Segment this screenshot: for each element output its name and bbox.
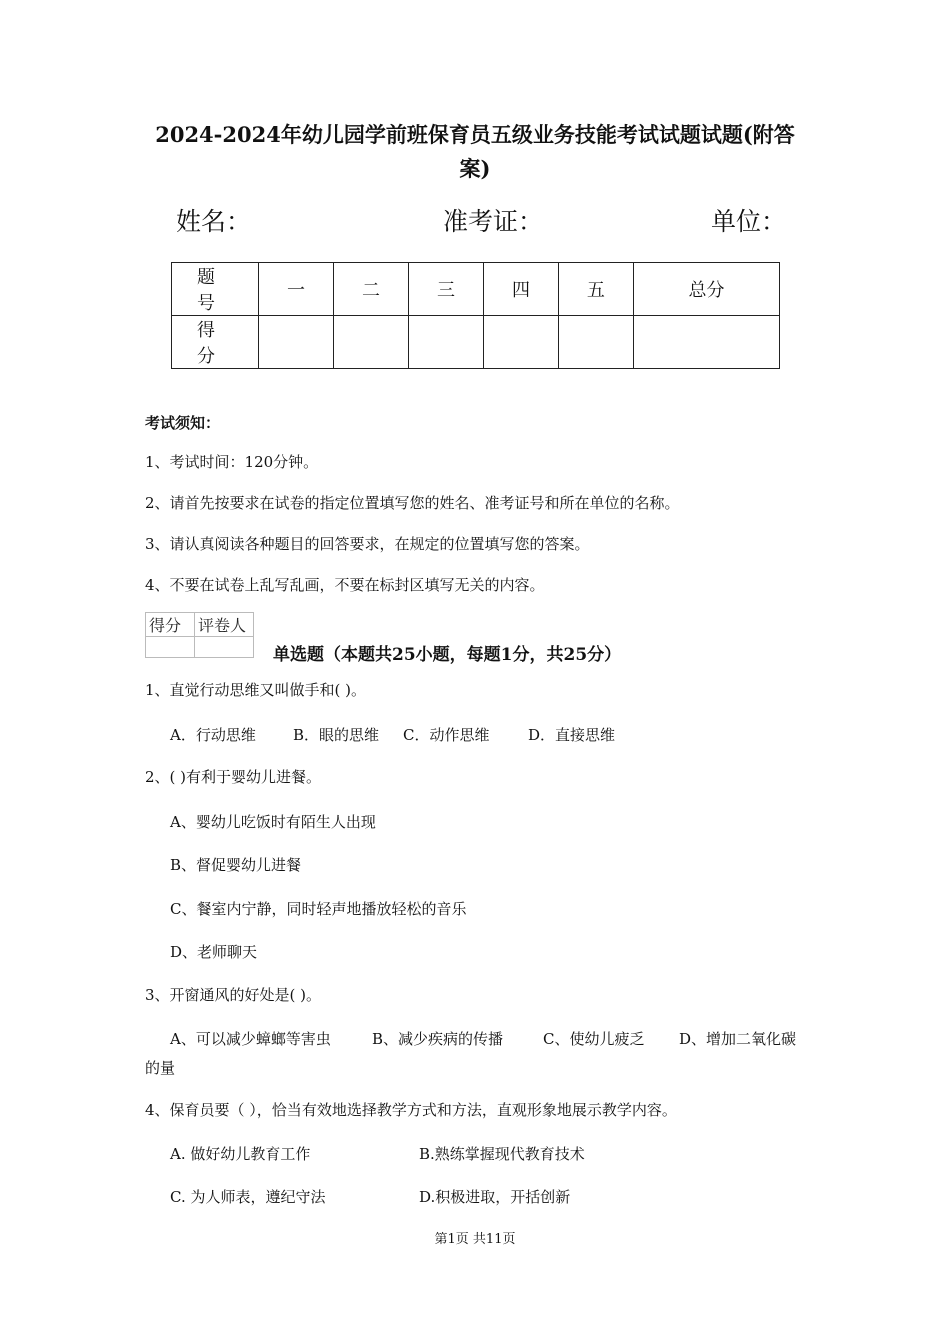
title-line-2: 案) [459,156,491,181]
question-1-stem: 1、直觉行动思维又叫做手和( )。 [145,681,367,699]
question-1-option-b: B．眼的思维 [293,726,380,744]
grader-score-cell[interactable] [146,637,195,658]
question-1-option-c: C．动作思维 [403,726,490,744]
notice-item-4: 4、不要在试卷上乱写乱画，不要在标封区填写无关的内容。 [145,576,545,594]
question-4-stem: 4、保育员要（ ），恰当有效地选择教学方式和方法，直观形象地展示教学内容。 [145,1101,677,1119]
column-1: 一 [259,263,334,316]
notice-item-2: 2、请首先按要求在试卷的指定位置填写您的姓名、准考证号和所在单位的名称。 [145,494,680,512]
question-2-option-d: D、老师聊天 [170,943,258,961]
question-4-option-b: B.熟练掌握现代教育技术 [419,1145,585,1163]
score-table [171,262,780,369]
grader-name-label: 评卷人 [195,613,254,637]
column-2: 二 [333,263,408,316]
question-3-option-b: B、减少疾病的传播 [372,1030,504,1048]
question-4-option-a: A. 做好幼儿教育工作 [170,1145,311,1163]
notice-item-3: 3、请认真阅读各种题目的回答要求，在规定的位置填写您的答案。 [145,535,590,553]
score-cell-2[interactable] [333,316,408,369]
question-4-option-c: C. 为人师表，遵纪守法 [170,1188,326,1206]
question-2-option-a: A、婴幼儿吃饭时有陌生人出现 [170,813,376,831]
question-1-option-a: A．行动思维 [170,726,256,744]
question-2-option-b: B、督促婴幼儿进餐 [170,856,302,874]
notice-title: 考试须知： [145,414,221,432]
grader-name-cell[interactable] [195,637,254,658]
question-number-label: 题 号 [172,263,259,316]
unit-field-label: 单位： [711,207,787,236]
question-3-option-d: D、增加二氧化碳 [679,1030,797,1048]
name-field-label: 姓名： [176,207,252,236]
question-3-stem: 3、开窗通风的好处是( )。 [145,986,322,1004]
score-cell-3[interactable] [408,316,483,369]
question-3-option-a: A、可以减少蟑螂等害虫 [170,1030,331,1048]
grader-table [145,612,254,658]
question-3-option-c: C、使幼儿疲乏 [543,1030,645,1048]
grader-score-label: 得分 [146,613,195,637]
score-label: 得 分 [172,316,259,369]
question-2-option-c: C、餐室内宁静，同时轻声地播放轻松的音乐 [170,900,467,918]
score-cell-1[interactable] [259,316,334,369]
score-cell-total[interactable] [633,316,779,369]
question-3-option-d-continuation: 的量 [145,1059,176,1077]
question-4-option-d: D.积极进取，开括创新 [419,1188,571,1206]
question-2-stem: 2、( )有利于婴幼儿进餐。 [145,768,322,786]
score-table-header-row [172,263,780,316]
score-table-score-row [172,316,780,369]
question-1-option-d: D．直接思维 [528,726,616,744]
column-total: 总分 [633,263,779,316]
page-title [140,118,810,186]
title-line-1: 2024-2024年幼儿园学前班保育员五级业务技能考试试题试题(附答 [155,122,795,147]
score-cell-5[interactable] [558,316,633,369]
exam-number-field-label: 准考证： [443,207,544,236]
section-title: 单选题（本题共25小题，每题1分，共25分） [273,645,622,665]
column-4: 四 [483,263,558,316]
column-5: 五 [558,263,633,316]
score-cell-4[interactable] [483,316,558,369]
column-3: 三 [408,263,483,316]
notice-item-1: 1、考试时间：120分钟。 [145,453,319,471]
page-footer: 第1页 共11页 [434,1232,516,1247]
